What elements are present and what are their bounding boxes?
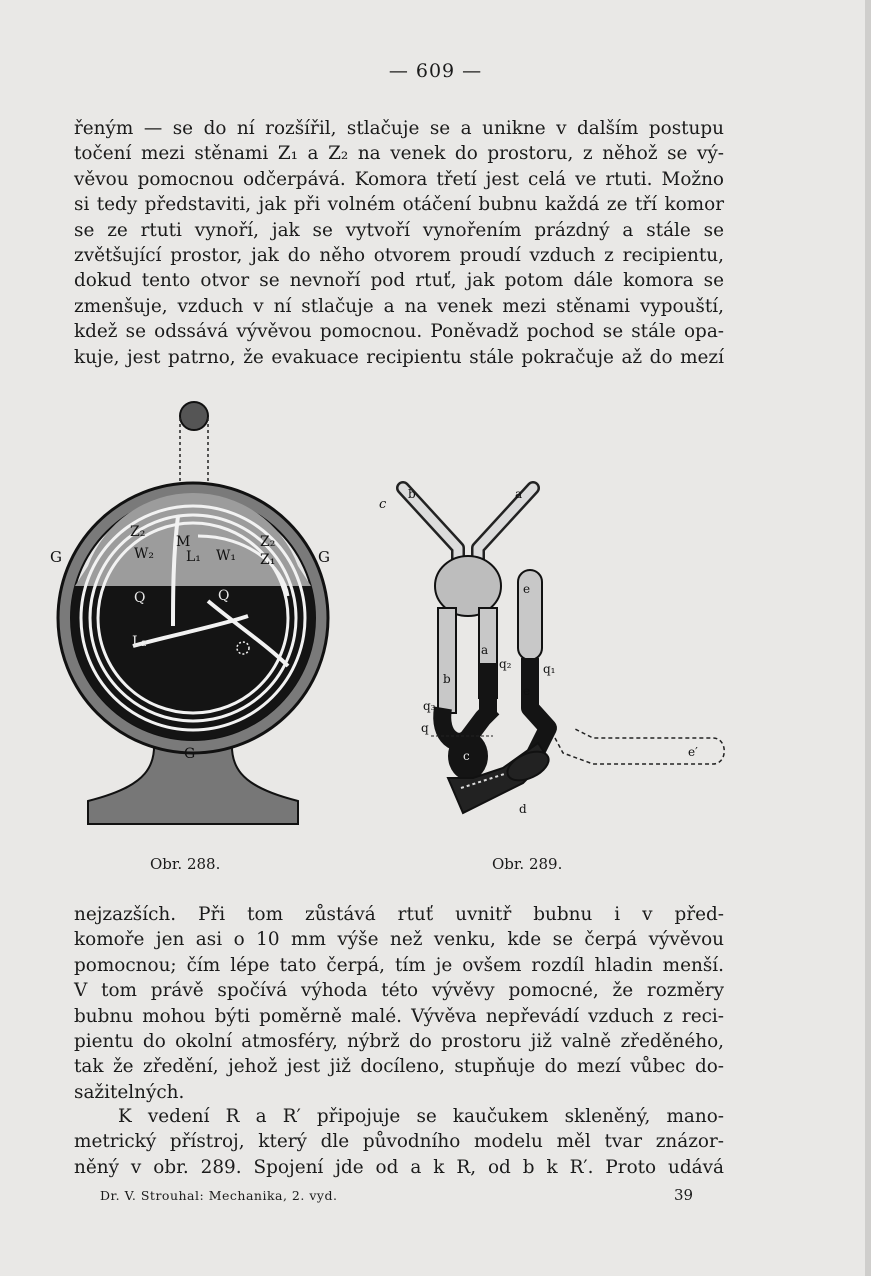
text-line: zmenšuje, vzduch v ní stlačuje a na venek mezi stěnami vypouští, xyxy=(74,295,724,317)
label-e-mid: e xyxy=(523,684,531,698)
text-line: pomocnou; čím lépe tato čerpá, tím je ovšem rozdíl hladin menší. xyxy=(74,954,724,976)
pulley-wheel xyxy=(180,402,208,430)
text-line: věvou pomocnou odčerpává. Komora třetí jest celá ve rtuti. Možno xyxy=(74,168,724,190)
text-line: V tom právě spočívá výhoda této vývěvy pomocné, že rozměry xyxy=(74,980,724,1002)
label-m: M xyxy=(176,534,191,550)
label-q3: q₃ xyxy=(423,699,436,713)
label-z2b: Z₂ xyxy=(260,534,276,550)
text-line: pientu do okolní atmosféry, nýbrž do prostoru již valně zředěného, xyxy=(74,1031,724,1053)
label-q-right: Q xyxy=(218,588,230,604)
tube-b xyxy=(438,608,456,713)
label-c: c xyxy=(379,497,387,512)
text-line: točení mezi stěnami Z₁ a Z₂ na venek do prostoru, z něhož se vý- xyxy=(74,143,724,165)
caption-figure-289: Obr. 289. xyxy=(492,855,563,873)
paragraph-1 xyxy=(74,116,724,370)
caption-figure-288: Obr. 288. xyxy=(150,855,221,873)
text-line: kdež se odssává vývěvou pomocnou. Poněvadž pochod se stále opa- xyxy=(74,321,724,343)
text-line: sažitelných. xyxy=(74,1081,185,1103)
label-a-mid: a xyxy=(481,643,489,657)
text-line: zvětšující prostor, jak do něho otvorem proudí vzduch z recipientu, xyxy=(74,245,724,267)
label-e-prime: e′ xyxy=(688,745,698,759)
text-line: nejzazších. Při tom zůstává rtuť uvnitř bubnu i v před- xyxy=(74,904,724,925)
label-e-top: e xyxy=(523,582,531,596)
text-line: tak že zředění, jehož jest již docíleno, stupňuje do mezí vůbec do- xyxy=(74,1056,724,1078)
footer-author: Dr. V. Strouhal: xyxy=(100,1188,205,1203)
label-w1: W₁ xyxy=(216,548,237,564)
label-a-top: a xyxy=(515,487,523,501)
page-edge xyxy=(865,0,871,1276)
footer-citation xyxy=(100,1188,337,1203)
figure-288-drum-pump xyxy=(48,396,338,836)
label-b-mid: b xyxy=(443,672,451,686)
text-line: něný v obr. 289. Spojení jde od a k R, od b k R′. Proto udává xyxy=(74,1156,724,1178)
footer-title: Mechanika, 2. vyd. xyxy=(208,1188,338,1203)
text-line: si tedy představiti, jak při volném otáčení bubnu každá ze tří komor xyxy=(74,194,724,216)
label-g-left: G xyxy=(50,548,62,566)
text-line: dokud tento otvor se nevnoří pod rtuť, jak potom dále komora se xyxy=(74,270,724,292)
text-line: kuje, jest patrno, že evakuace recipientu stále pokračuje až do mezí xyxy=(74,346,724,368)
text-line: metrický přístroj, který dle původního modelu měl tvar znázor- xyxy=(74,1131,724,1153)
label-b-top: b xyxy=(408,487,416,501)
label-d: d xyxy=(519,802,527,816)
label-z1: Z₁ xyxy=(260,552,276,568)
footer-signature-number: 39 xyxy=(674,1186,694,1204)
label-g-right: G xyxy=(318,548,330,566)
label-c-bulb: c xyxy=(463,749,470,763)
paragraph-2 xyxy=(74,902,724,1105)
label-l2: L₂ xyxy=(132,634,147,650)
figure-289-manometer xyxy=(379,468,733,828)
text-line: bubnu mohou býti poměrně malé. Vývěva nepřevádí vzduch z reci- xyxy=(74,1005,724,1027)
label-w2: W₂ xyxy=(134,546,155,562)
paragraph-3 xyxy=(74,1104,724,1180)
label-z2: Z₂ xyxy=(130,524,146,540)
text-line: se ze rtuti vynoří, jak se vytvoří vynořením prázdný a stále se xyxy=(74,219,724,241)
text-line: komoře jen asi o 10 mm výše než venku, kde se čerpá vývěvou xyxy=(74,929,724,951)
label-q: q xyxy=(421,721,429,735)
text-line: řeným — se do ní rozšířil, stlačuje se a unikne v dalším postupu xyxy=(74,118,724,139)
label-q2: q₂ xyxy=(499,657,512,671)
label-l1: L₁ xyxy=(186,549,201,565)
label-q1: q₁ xyxy=(543,662,556,676)
page-number: — 609 — xyxy=(388,60,483,82)
label-g-bottom: G xyxy=(184,746,196,762)
label-q-left: Q xyxy=(134,590,146,606)
text-line: K vedení R a R′ připojuje se kaučukem skleněný, mano- xyxy=(118,1106,724,1127)
tube-e-prime xyxy=(555,728,724,764)
